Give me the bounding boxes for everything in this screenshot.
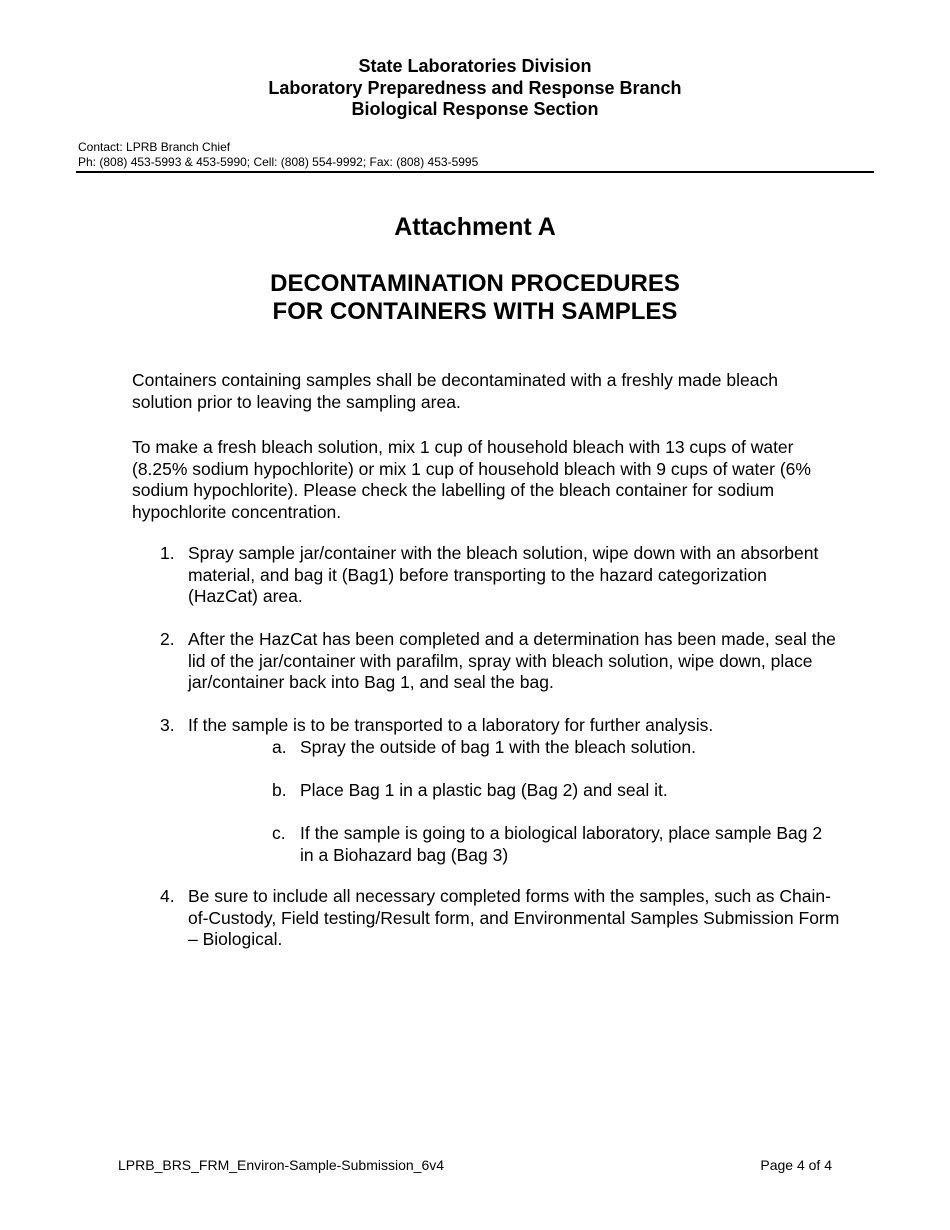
page-header — [0, 56, 950, 121]
list-item-text: If the sample is to be transported to a laboratory for further analysis. — [188, 715, 714, 735]
contact-block — [78, 140, 478, 169]
title-line-2: FOR CONTAINERS WITH SAMPLES — [272, 298, 678, 325]
list-item — [160, 886, 840, 951]
sub-list-letter: a. — [272, 737, 287, 757]
intro-paragraph: Containers containing samples shall be decontaminated with a freshly made bleach solution prior to leaving the sampling area. — [132, 370, 778, 412]
sub-list-item-text: If the sample is going to a biological laboratory, place sample Bag 2 in a Biohazard bag (Bag 3) — [300, 823, 823, 865]
footer-page-number: Page 4 of 4 — [760, 1157, 832, 1173]
sub-list-letter: b. — [272, 780, 287, 800]
list-number: 4. — [160, 886, 175, 906]
list-number: 2. — [160, 629, 175, 649]
header-divider — [76, 171, 874, 173]
page-title — [0, 270, 950, 326]
list-item-text: After the HazCat has been completed and a determination has been made, seal the lid of the jar/container with parafilm, spray with bleach solution, wipe down, place jar/container back into Bag 1, and seal the bag. — [188, 629, 836, 693]
sub-list-item-text: Spray the outside of bag 1 with the bleach solution. — [300, 737, 696, 757]
sub-list-item — [272, 823, 832, 866]
list-item-text: Spray sample jar/container with the bleach solution, wipe down with an absorbent material, and bag it (Bag1) before transporting to the hazard categorization (HazCat) area. — [188, 543, 819, 607]
list-item — [160, 629, 840, 694]
attachment-title: Attachment A — [394, 213, 556, 241]
list-item — [160, 715, 840, 737]
division-name: State Laboratories Division — [358, 56, 592, 76]
contact-phones: Ph: (808) 453-5993 & 453-5990; Cell: (808) 554-9992; Fax: (808) 453-5995 — [78, 154, 479, 169]
list-number: 3. — [160, 715, 175, 735]
sub-list-letter: c. — [272, 823, 286, 843]
bleach-solution-paragraph: To make a fresh bleach solution, mix 1 cup of household bleach with 13 cups of water (8.25% sodium hypochlorite) or mix 1 cup of household bleach with 9 cups of water (6% sodium hypochlorite). Please check the labelling of the bleach container for sodium hypochlorite concentration. — [132, 437, 811, 522]
list-number: 1. — [160, 543, 175, 563]
contact-person: Contact: LPRB Branch Chief — [78, 140, 231, 154]
branch-name: Laboratory Preparedness and Response Branch — [268, 77, 682, 98]
section-name: Biological Response Section — [351, 99, 599, 119]
sub-list-item — [272, 780, 832, 802]
title-line-1: DECONTAMINATION PROCEDURES — [270, 270, 680, 297]
list-item-text: Be sure to include all necessary completed forms with the samples, such as Chain-of-Custody, Field testing/Result form, and Environmental Samples Submission Form – Biological. — [188, 886, 840, 950]
list-item — [160, 543, 840, 608]
sub-list-item — [272, 737, 832, 759]
footer-document-id: LPRB_BRS_FRM_Environ-Sample-Submission_6v4 — [118, 1157, 445, 1173]
sub-list-item-text: Place Bag 1 in a plastic bag (Bag 2) and seal it. — [300, 780, 668, 800]
